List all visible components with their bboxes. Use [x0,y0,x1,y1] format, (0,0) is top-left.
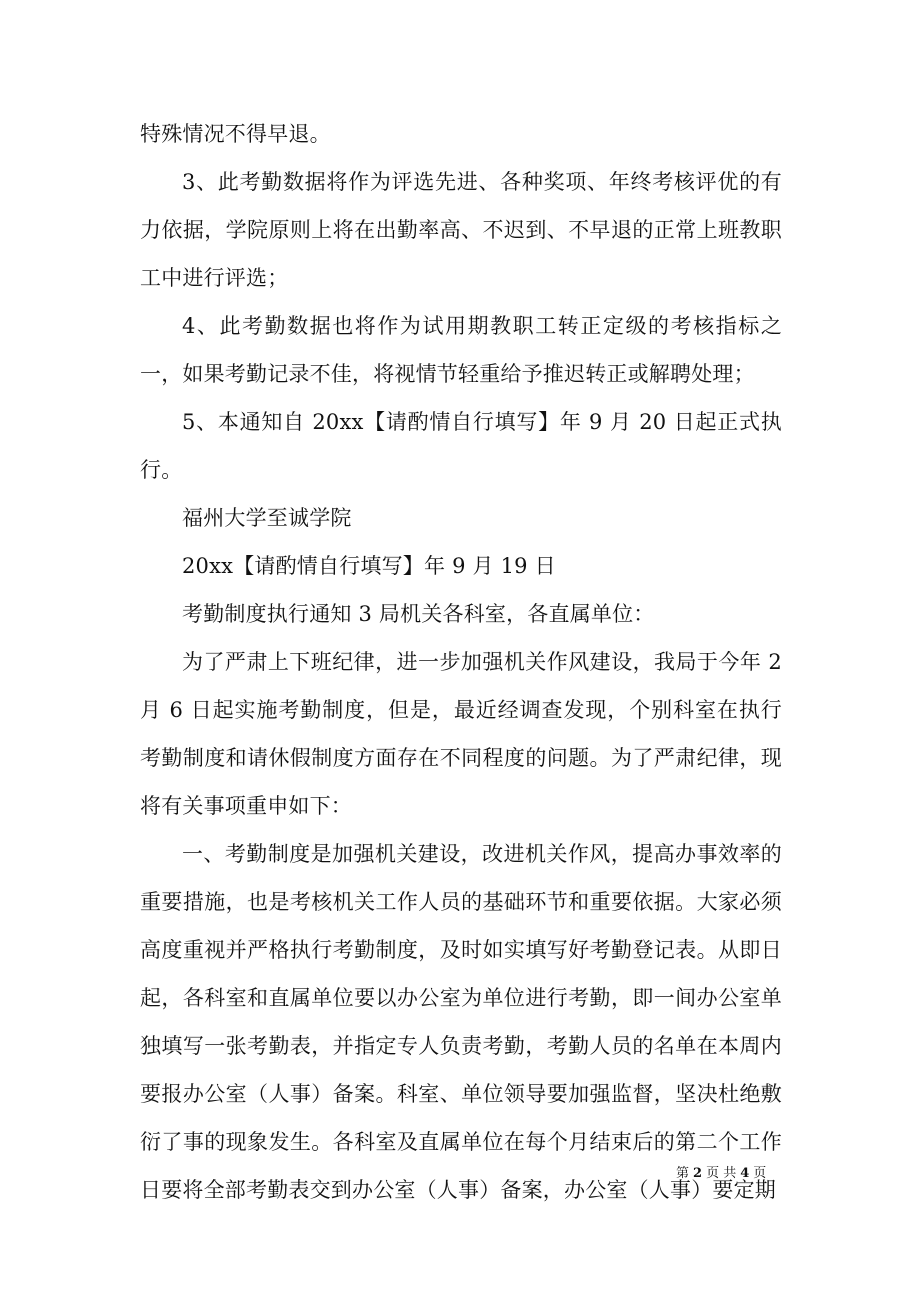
paragraph-4: 5、本通知自 20xx【请酌情自行填写】年 9 月 20 日起正式执行。 [140,410,782,482]
footer-prefix: 第 [676,1166,690,1181]
footer-suffix: 页 [753,1166,767,1181]
current-page-number: 2 [693,1166,703,1181]
document-body [140,110,782,1214]
total-page-number: 4 [740,1166,750,1181]
paragraph-3: 4、此考勤数据也将作为试用期教职工转正定级的考核指标之一，如果考勤记录不佳，将视情节轻重给予推迟转正或解聘处理； [140,314,782,386]
paragraph-intro: 为了严肃上下班纪律，进一步加强机关作风建设，我局于今年 2 月 6 日起实施考勤制度，但是，最近经调查发现，个别科室在执行考勤制度和请休假制度方面存在不同程度的问题。为了严肃纪律，现将有关事项重申如下： [140,650,782,818]
signature-organization: 福州大学至诚学院 [182,506,352,530]
paragraph-1: 特殊情况不得早退。 [140,122,331,146]
footer-middle: 页 共 [706,1166,737,1181]
signature-date: 20xx【请酌情自行填写】年 9 月 19 日 [182,554,556,578]
paragraph-2: 3、此考勤数据将作为评选先进、各种奖项、年终考核评优的有力依据，学院原则上将在出勤率高、不迟到、不早退的正常上班教职工中进行评选； [140,170,782,290]
paragraph-item-1: 一、考勤制度是加强机关建设，改进机关作风，提高办事效率的重要措施，也是考核机关工作人员的基础环节和重要依据。大家必须高度重视并严格执行考勤制度，及时如实填写好考勤登记表。从即日起，各科室和直属单位要以办公室为单位进行考勤，即一间办公室单独填写一张考勤表，并指定专人负责考勤，考勤人员的名单在本周内要报办公室（人事）备案。科室、单位领导要加强监督，坚决杜绝敷衍了事的现象发生。各科室及直属单位在每个月结束后的第二个工作日要将全部考勤表交到办公室（人事）备案，办公室（人事）要定期 [140,842,782,1202]
page-number-footer [676,1164,766,1184]
notice-heading: 考勤制度执行通知 3 局机关各科室，各直属单位： [182,602,655,626]
